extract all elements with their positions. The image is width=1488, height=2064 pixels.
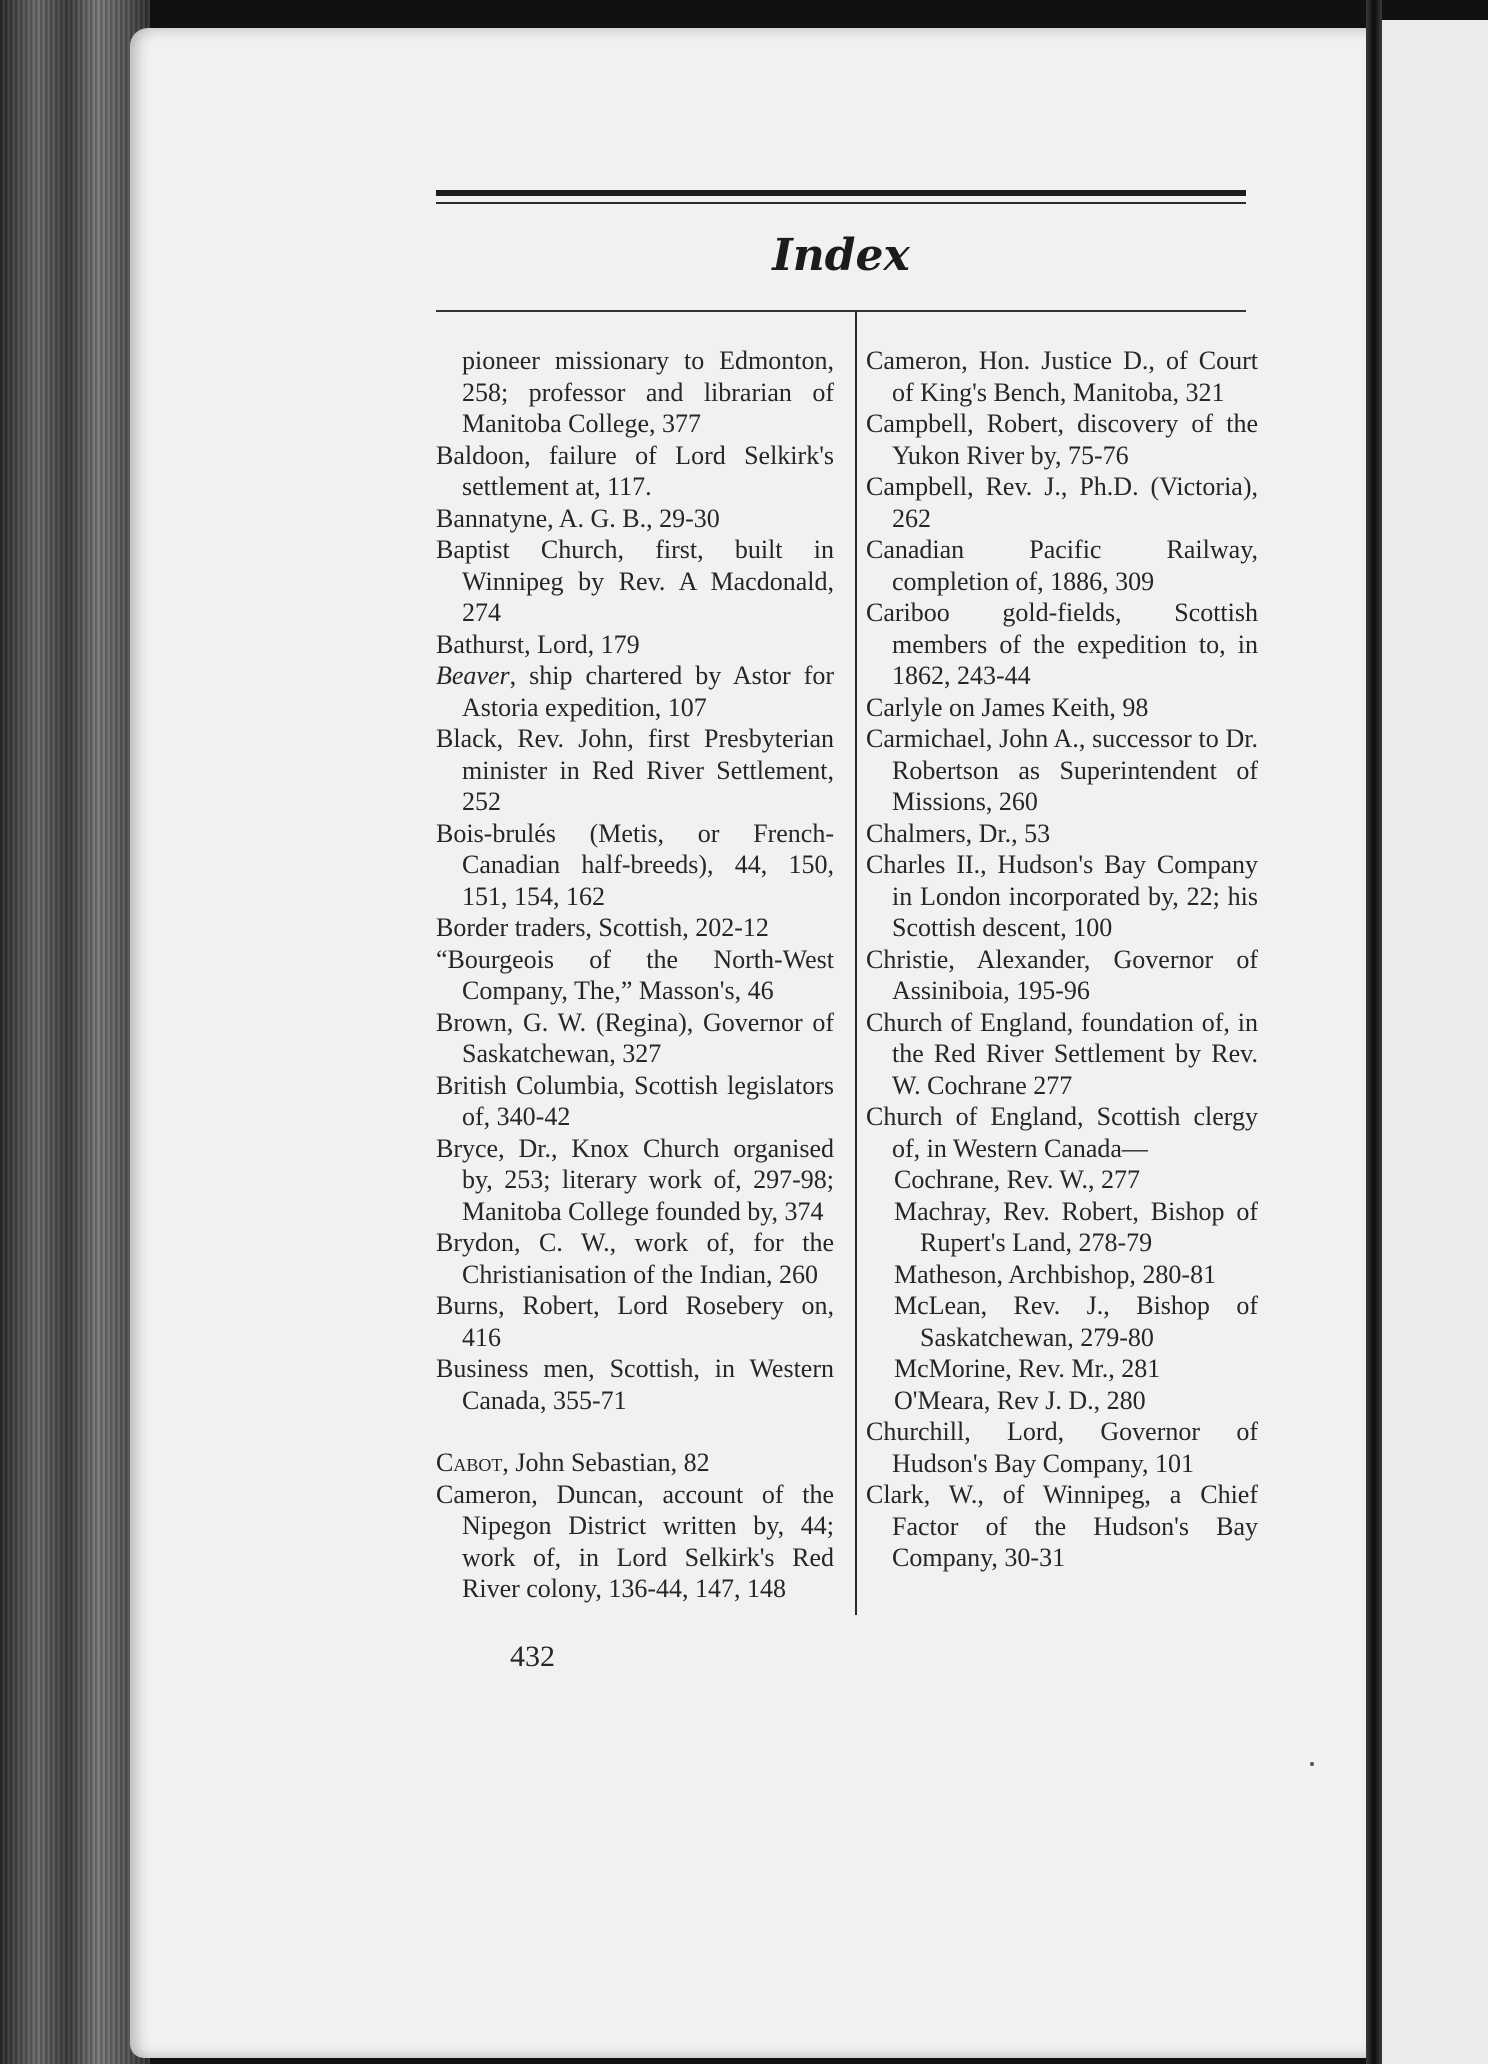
index-subentry	[866, 1385, 1258, 1417]
index-entry	[436, 1353, 834, 1416]
index-entry	[866, 345, 1258, 408]
entry-text: Business men, Scottish, in Western Canada, 355-71	[436, 1354, 834, 1415]
entry-text: Baldoon, failure of Lord Selkirk's settlement at, 117.	[436, 440, 834, 501]
index-entry	[436, 912, 834, 944]
facing-page-edge	[1378, 20, 1488, 2064]
entry-text: Clark, W., of Winnipeg, a Chief Factor of the Hudson's Bay Company, 30-31	[866, 1480, 1258, 1572]
entry-text: Carmichael, John A., successor to Dr. Robertson as Superintendent of Missions, 260	[866, 724, 1258, 816]
index-entry	[866, 692, 1258, 724]
index-column-left	[436, 345, 834, 1605]
index-entry	[436, 1070, 834, 1133]
index-entry	[866, 1479, 1258, 1574]
entry-text: Cochrane, Rev. W., 277	[894, 1165, 1140, 1194]
entry-text: Church of England, Scottish clergy of, in Western Canada—	[866, 1102, 1258, 1163]
index-entry	[866, 471, 1258, 534]
entry-smallcaps-heading: Cabot	[436, 1448, 503, 1477]
entry-text: Brown, G. W. (Regina), Governor of Saskatchewan, 327	[436, 1007, 834, 1068]
index-subentry	[866, 1353, 1258, 1385]
entry-text: , ship chartered by Astor for Astoria expedition, 107	[462, 661, 834, 722]
book-gutter	[1366, 0, 1382, 2064]
index-entry	[436, 1007, 834, 1070]
index-entry	[436, 1290, 834, 1353]
page-edges-texture	[0, 0, 150, 2064]
index-entry	[436, 503, 834, 535]
index-entry	[436, 534, 834, 629]
index-entry	[436, 818, 834, 913]
entry-text: Machray, Rev. Robert, Bishop of Rupert's Land, 278-79	[894, 1196, 1258, 1257]
header-rule-bottom	[436, 310, 1246, 312]
entry-text: Cameron, Hon. Justice D., of Court of King's Bench, Manitoba, 321	[866, 346, 1258, 407]
index-entry	[436, 660, 834, 723]
entry-text: “Bourgeois of the North-West Company, The,” Masson's, 46	[436, 944, 834, 1005]
index-entry	[436, 345, 834, 440]
index-entry	[866, 944, 1258, 1007]
index-entry	[866, 723, 1258, 818]
entry-text: Chalmers, Dr., 53	[866, 818, 1051, 848]
entry-text: Matheson, Archbishop, 280-81	[894, 1259, 1217, 1289]
header-rule-thin	[436, 202, 1246, 204]
index-entry	[436, 944, 834, 1007]
entry-text: Bathurst, Lord, 179	[436, 629, 640, 659]
entry-text: pioneer missionary to Edmonton, 258; professor and librarian of Manitoba College, 377	[462, 346, 834, 438]
entry-text: Burns, Robert, Lord Rosebery on, 416	[436, 1291, 834, 1352]
running-head: Index	[772, 230, 910, 281]
index-entry	[866, 534, 1258, 597]
index-column-right	[866, 345, 1258, 1574]
index-subentry	[866, 1196, 1258, 1259]
index-entry	[436, 1479, 834, 1605]
entry-text: Cariboo gold-fields, Scottish members of the expedition to, in 1862, 243-44	[866, 598, 1258, 690]
entry-text: Carlyle on James Keith, 98	[866, 692, 1149, 722]
entry-text: Border traders, Scottish, 202-12	[436, 913, 769, 942]
header-rule-thick	[436, 190, 1246, 196]
entry-text: Baptist Church, first, built in Winnipeg by Rev. A Macdonald, 274	[436, 535, 834, 627]
index-entry	[866, 1101, 1258, 1164]
entry-text: , John Sebastian, 82	[502, 1448, 710, 1477]
entry-text: Cameron, Duncan, account of the Nipegon District written by, 44; work of, in Lord Selkirk's Red River colony, 136-44, 147, 148	[436, 1479, 834, 1603]
entry-text: McLean, Rev. J., Bishop of Saskatchewan, 279-80	[894, 1291, 1258, 1352]
entry-text: McMorine, Rev. Mr., 281	[894, 1354, 1161, 1383]
entry-text: Bois-brulés (Metis, or French-Canadian half-breeds), 44, 150, 151, 154, 162	[436, 818, 834, 911]
entry-text: Christie, Alexander, Governor of Assiniboia, 195-96	[866, 944, 1258, 1005]
entry-text: O'Meara, Rev J. D., 280	[894, 1385, 1146, 1415]
entry-text: Campbell, Robert, discovery of the Yukon River by, 75-76	[866, 409, 1258, 470]
entry-text: Campbell, Rev. J., Ph.D. (Victoria), 262	[866, 472, 1258, 533]
index-entry	[436, 1227, 834, 1290]
index-entry	[866, 597, 1258, 692]
index-entry	[436, 723, 834, 818]
index-subentry	[866, 1164, 1258, 1196]
entry-text: Bryce, Dr., Knox Church organised by, 253; literary work of, 297-98; Manitoba College founded by, 374	[436, 1133, 834, 1226]
entry-text: Canadian Pacific Railway, completion of, 1886, 309	[866, 535, 1258, 596]
paper-speck	[1310, 1762, 1314, 1766]
index-entry	[866, 408, 1258, 471]
index-entry	[866, 1416, 1258, 1479]
index-subentry	[866, 1290, 1258, 1353]
index-entry	[436, 1447, 834, 1479]
index-entry	[436, 440, 834, 503]
index-entry	[436, 1133, 834, 1228]
entry-text: Churchill, Lord, Governor of Hudson's Bay Company, 101	[866, 1417, 1258, 1478]
entry-text: Black, Rev. John, first Presbyterian minister in Red River Settlement, 252	[436, 724, 834, 816]
index-subentry	[866, 1259, 1258, 1291]
entry-text: Bannatyne, A. G. B., 29-30	[436, 503, 720, 533]
entry-text: Brydon, C. W., work of, for the Christianisation of the Indian, 260	[436, 1228, 834, 1289]
entry-text: Church of England, foundation of, in the Red River Settlement by Rev. W. Cochrane 277	[866, 1007, 1258, 1100]
page-number: 432	[510, 1640, 555, 1673]
entry-italic-heading: Beaver	[436, 661, 510, 690]
index-entry	[866, 849, 1258, 944]
column-divider	[855, 312, 857, 1615]
entry-text: British Columbia, Scottish legislators of, 340-42	[436, 1070, 834, 1131]
index-entry	[866, 818, 1258, 850]
index-entry	[436, 629, 834, 661]
entry-text: Charles II., Hudson's Bay Company in London incorporated by, 22; his Scottish descent, 100	[866, 850, 1258, 942]
index-entry	[866, 1007, 1258, 1102]
